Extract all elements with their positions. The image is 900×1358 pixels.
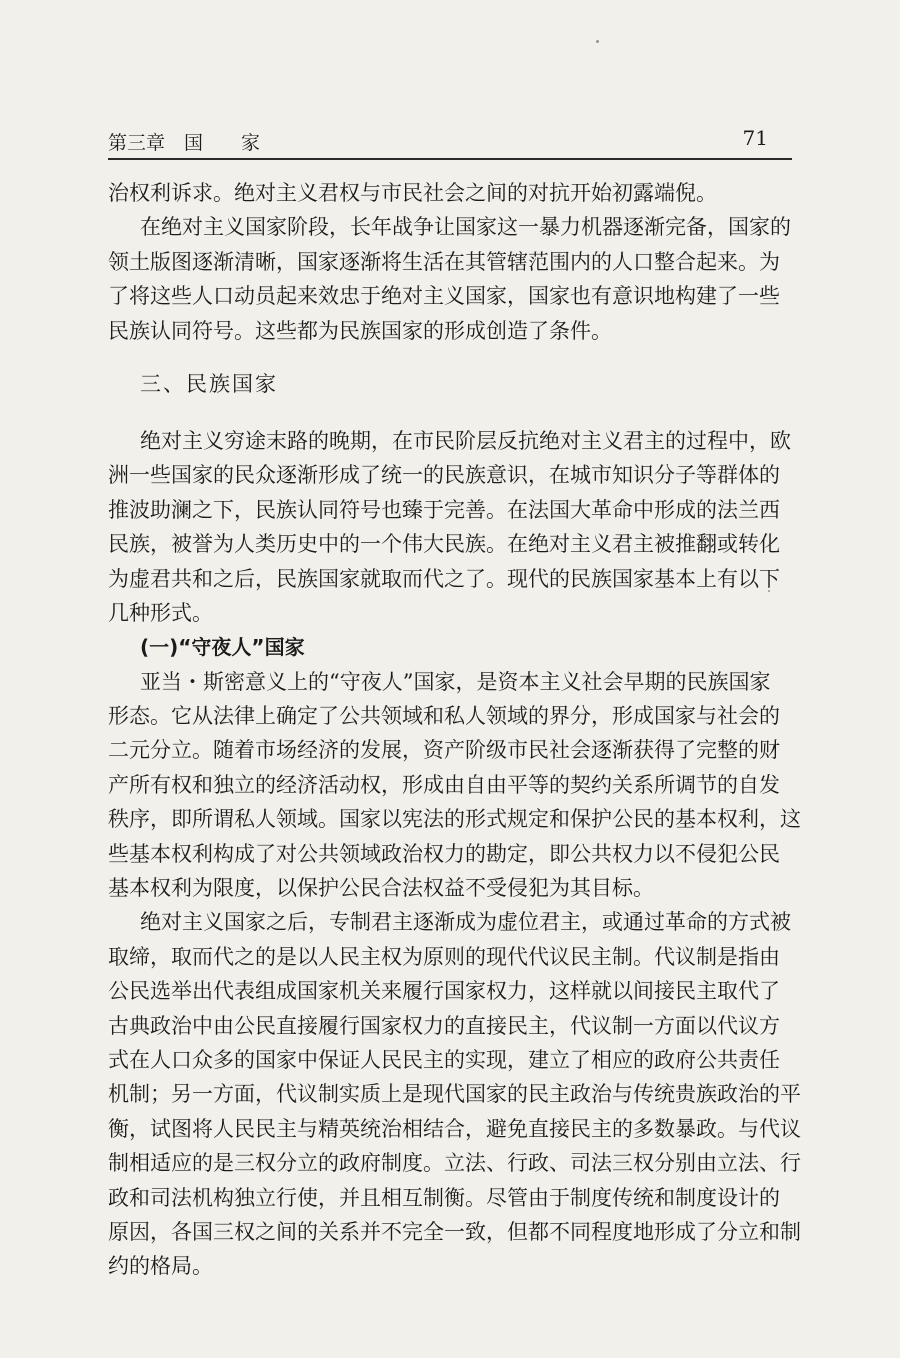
section-heading: 三、民族国家 <box>140 371 278 396</box>
text-line: 在绝对主义国家阶段，长年战争让国家这一暴力机器逐渐完备，国家的 <box>140 215 791 240</box>
text-line: 绝对主义国家之后，专制君主逐渐成为虚位君主，或通过革命的方式被 <box>140 910 791 935</box>
text-line: 政和司法机构独立行使，并且相互制衡。尽管由于制度传统和制度设计的 <box>108 1185 780 1210</box>
paragraph-continued <box>108 176 798 210</box>
text-line: 绝对主义穷途末路的晚期，在市民阶层反抗绝对主义君主的过程中，欧 <box>140 428 791 453</box>
text-line: 形态。它从法律上确定了公共领域和私人领域的界分，形成国家与社会的 <box>108 704 780 729</box>
text-line: 亚当・斯密意义上的“守夜人”国家，是资本主义社会早期的民族国家 <box>140 669 771 694</box>
text-line: 秩序，即所谓私人领域。国家以宪法的形式规定和保护公民的基本权利，这 <box>108 807 801 832</box>
text-line: 式在人口众多的国家中保证人民民主的实现，建立了相应的政府公共责任 <box>108 1047 780 1072</box>
text-line: 推波助澜之下，民族认同符号也臻于完善。在法国大革命中形成的法兰西 <box>108 497 780 522</box>
text-line: 公民选举出代表组成国家机关来履行国家权力，这样就以间接民主取代了 <box>108 979 780 1004</box>
text-line: 民族，被誉为人类历史中的一个伟大民族。在绝对主义君主被推翻或转化 <box>108 532 780 557</box>
text-line: 几种形式。 <box>108 600 213 625</box>
text-line: 古典政治中由公民直接履行国家权力的直接民主，代议制一方面以代议方 <box>108 1013 780 1038</box>
text-line: 些基本权利构成了对公共领域政治权力的勘定，即公共权力以不侵犯公民 <box>108 841 780 866</box>
paragraph <box>108 424 798 630</box>
page-number: 71 <box>742 126 768 150</box>
running-head <box>108 126 792 160</box>
text-line: 制相适应的是三权分立的政府制度。立法、行政、司法三权分别由立法、行 <box>108 1151 801 1176</box>
paragraph <box>108 210 798 348</box>
text-line: 产所有权和独立的经济活动权，形成由自由平等的契约关系所调节的自发 <box>108 772 780 797</box>
paper-speck <box>596 40 599 43</box>
text-line: 衡，试图将人民民主与精英统治相结合，避免直接民主的多数暴政。与代议 <box>108 1116 801 1141</box>
body-text <box>108 176 801 1284</box>
text-line: 洲一些国家的民众逐渐形成了统一的民族意识，在城市知识分子等群体的 <box>108 463 780 488</box>
text-line: 取缔，取而代之的是以人民主权为原则的现代代议民主制。代议制是指由 <box>108 944 780 969</box>
text-line: 约的格局。 <box>108 1254 213 1279</box>
text-line: 二元分立。随着市场经济的发展，资产阶级市民社会逐渐获得了完整的财 <box>108 738 780 763</box>
subsection-heading: (一)“守夜人”国家 <box>140 635 305 660</box>
text-line: 基本权利为限度，以保护公民合法权益不受侵犯为其目标。 <box>108 876 654 901</box>
chapter-title: 第三章 国 家 <box>108 132 261 154</box>
text-line: 民族认同符号。这些都为民族国家的形成创造了条件。 <box>108 318 612 343</box>
header-rule <box>108 158 792 160</box>
paragraph <box>108 665 801 906</box>
paragraph <box>108 905 801 1283</box>
text-line: 治权利诉求。绝对主义君权与市民社会之间的对抗开始初露端倪。 <box>108 181 717 205</box>
text-line: 了将这些人口动员起来效忠于绝对主义国家，国家也有意识地构建了一些 <box>108 284 780 309</box>
text-line: 领土版图逐渐清晰，国家逐渐将生活在其管辖范围内的人口整合起来。为 <box>108 249 780 274</box>
text-line: 为虚君共和之后，民族国家就取而代之了。现代的民族国家基本上有以下 <box>108 566 780 591</box>
text-line: 机制；另一方面，代议制实质上是现代国家的民主政治与传统贵族政治的平 <box>108 1082 801 1107</box>
text-line: 原因，各国三权之间的关系并不完全一致，但都不同程度地形成了分立和制 <box>108 1219 801 1244</box>
